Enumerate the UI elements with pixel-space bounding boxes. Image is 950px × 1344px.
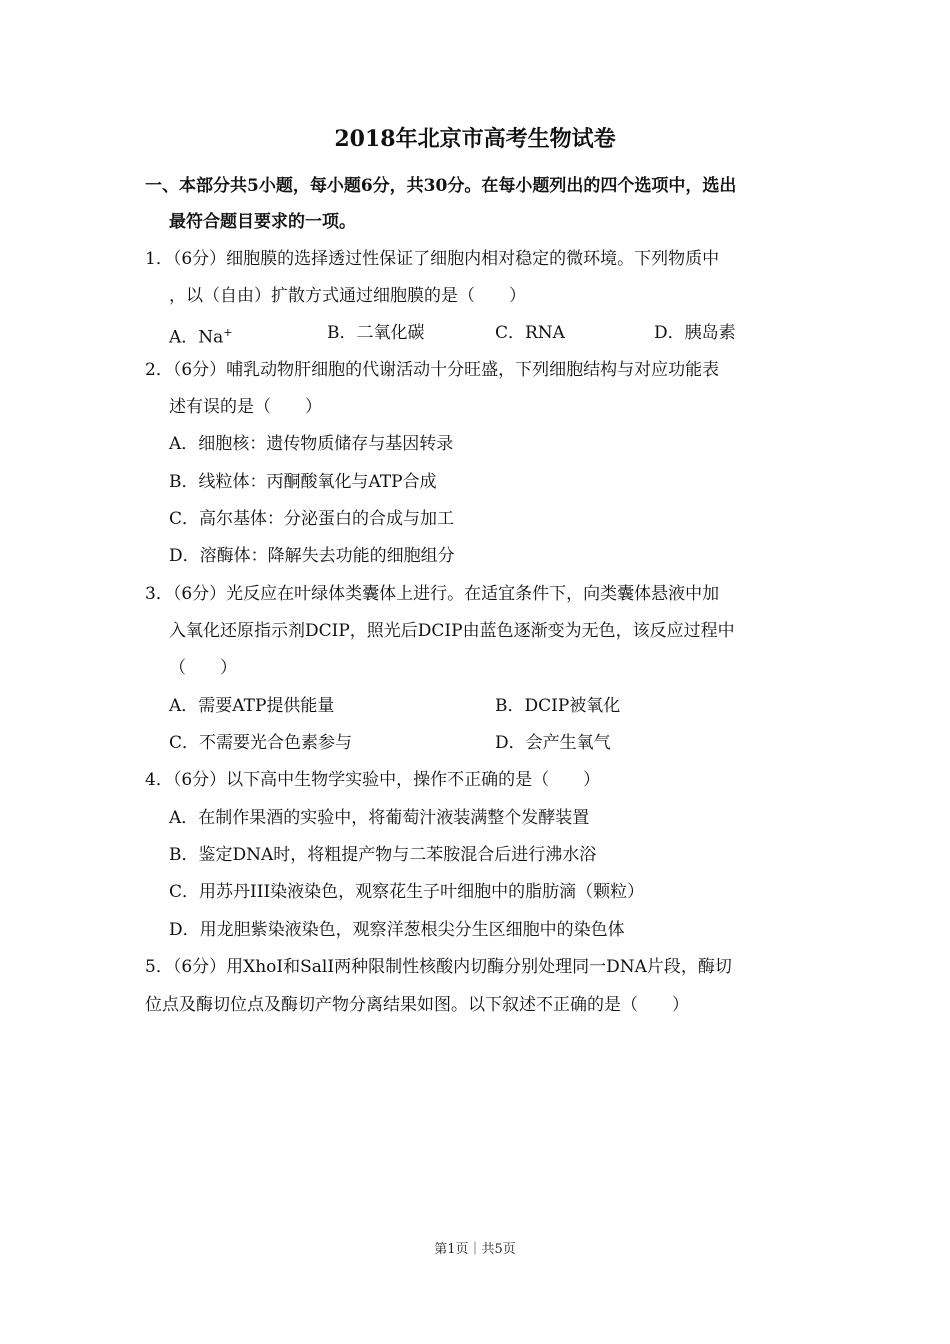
question-2-line-1: 2．（6分）哺乳动物肝细胞的代谢活动十分旺盛，下列细胞结构与对应功能表 [145, 360, 720, 380]
question-4-option-d: D．用龙胆紫染液染色，观察洋葱根尖分生区细胞中的染色体 [169, 920, 625, 940]
question-1-option-c: C．RNA [495, 323, 565, 343]
question-3-option-c: C．不需要光合色素参与 [169, 733, 353, 753]
question-1-option-a-text: A．Na [169, 327, 224, 348]
page-footer: 第1页｜共5页 [434, 1242, 516, 1257]
question-1-options [169, 318, 809, 348]
question-3-option-a: A．需要ATP提供能量 [169, 696, 335, 716]
question-4-line-1: 4．（6分）以下高中生物学实验中，操作不正确的是（ ） [145, 770, 601, 790]
question-4-option-a: A．在制作果酒的实验中，将葡萄汁液装满整个发酵装置 [169, 808, 590, 828]
question-1-option-a-superscript: + [223, 326, 233, 339]
question-2-line-2: 述有误的是（ ） [169, 397, 322, 417]
question-2-option-a: A．细胞核：遗传物质储存与基因转录 [169, 434, 454, 454]
section-heading [145, 168, 810, 240]
question-1-line-1: 1．（6分）细胞膜的选择透过性保证了细胞内相对稳定的微环境。下列物质中 [145, 249, 720, 269]
question-3-option-d: D．会产生氧气 [495, 733, 611, 753]
question-3-line-1: 3．（6分）光反应在叶绿体类囊体上进行。在适宜条件下，向类囊体悬液中加 [145, 584, 720, 604]
question-1-option-d: D．胰岛素 [654, 323, 736, 343]
question-3-option-b: B．DCIP被氧化 [495, 696, 621, 716]
question-1-option-b: B．二氧化碳 [327, 323, 425, 343]
question-2-option-c: C．高尔基体：分泌蛋白的合成与加工 [169, 509, 455, 529]
section-heading-line2: 最符合题目要求的一项。 [169, 212, 356, 232]
question-3-line-2: 入氧化还原指示剂DCIP，照光后DCIP由蓝色逐渐变为无色，该反应过程中 [169, 621, 735, 641]
question-3-options-row-2 [169, 728, 809, 758]
question-1-option-a [169, 318, 233, 353]
question-1-line-2: ，以（自由）扩散方式通过细胞膜的是（ ） [169, 286, 526, 306]
exam-title: 2018年北京市高考生物试卷 [334, 126, 616, 152]
question-2-option-b: B．线粒体：丙酮酸氧化与ATP合成 [169, 472, 437, 492]
question-3-options-row-1 [169, 691, 809, 721]
question-4-option-b: B．鉴定DNA时，将粗提产物与二苯胺混合后进行沸水浴 [169, 845, 597, 865]
section-heading-line1: 一、本部分共5小题，每小题6分，共30分。在每小题列出的四个选项中，选出 [145, 176, 737, 196]
question-4-option-c: C．用苏丹III染液染色，观察花生子叶细胞中的脂肪滴（颗粒） [169, 882, 645, 902]
question-2-option-d: D．溶酶体：降解失去功能的细胞组分 [169, 546, 455, 566]
question-5-line-2: 位点及酶切位点及酶切产物分离结果如图。以下叙述不正确的是（ ） [145, 995, 689, 1015]
question-3-line-3: （ ） [169, 658, 237, 678]
question-5-line-1: 5．（6分）用XhoI和SalI两种限制性核酸内切酶分别处理同一DNA片段，酶切 [145, 957, 732, 977]
